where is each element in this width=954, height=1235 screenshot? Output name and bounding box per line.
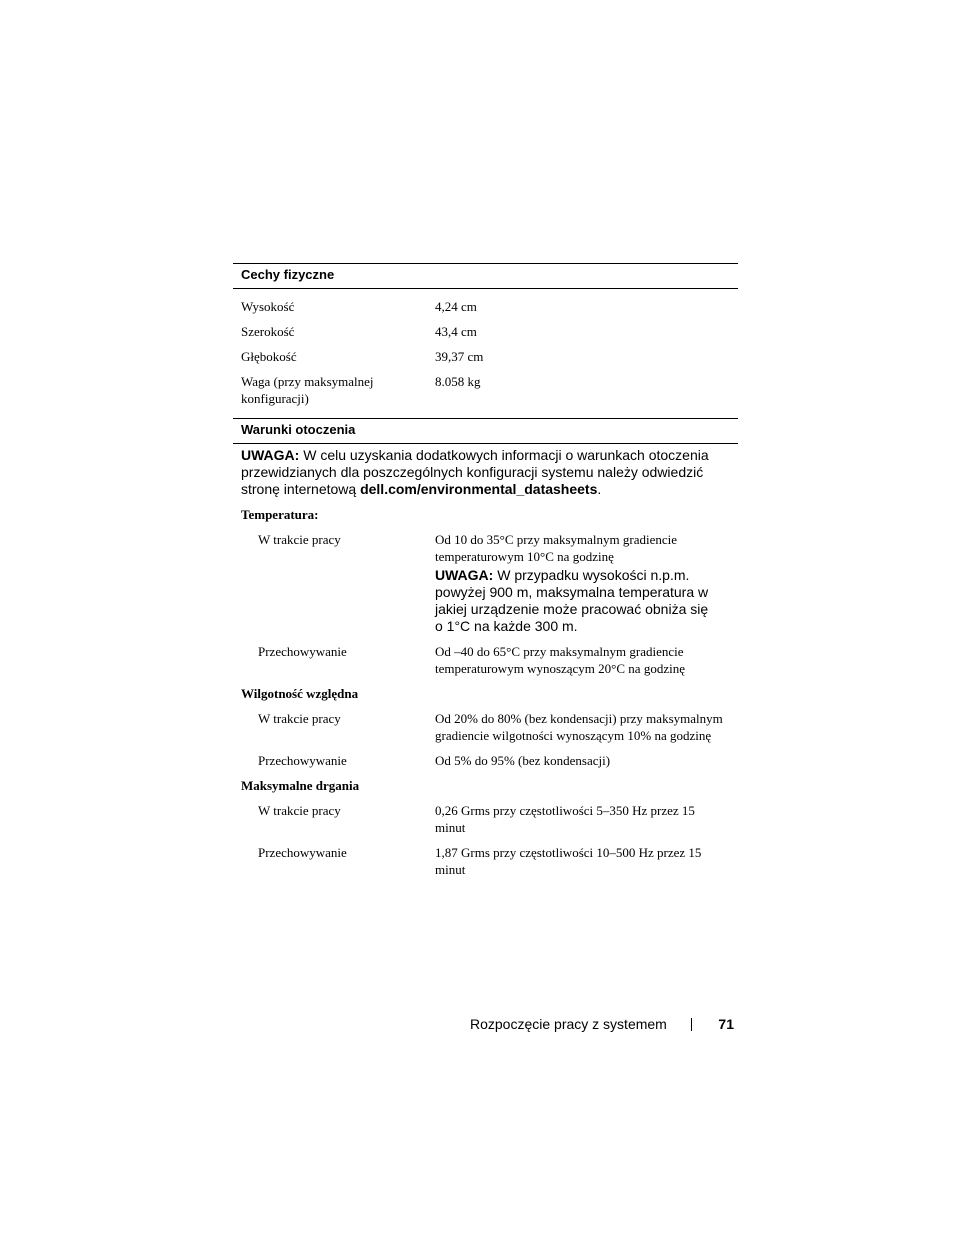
humidity-storage-row	[233, 752, 738, 769]
spec-value: Od 5% do 95% (bez kondensacji)	[435, 753, 611, 768]
note-label: UWAGA:	[241, 447, 300, 463]
spec-value: 4,24 cm	[435, 299, 477, 314]
spec-value: Od 20% do 80% (bez kondensacji) przy maksymalnym gradiencie wilgotności wynoszącym 10% na godzinę	[435, 711, 723, 743]
spec-value: 8.058 kg	[435, 374, 481, 389]
spec-label: Wysokość	[241, 299, 295, 314]
temperature-operating-cell	[435, 531, 738, 635]
spec-value: Od 10 do 35°C przy maksymalnym gradiencie temperaturowym 10°C na godzinę	[435, 532, 678, 564]
temperature-heading: Temperatura:	[241, 507, 319, 522]
spec-value: 1,87 Grms przy częstotliwości 10–500 Hz przez 15 minut	[435, 845, 702, 877]
environment-note	[233, 444, 738, 498]
environment-heading: Warunki otoczenia	[233, 418, 738, 444]
note-end: .	[597, 481, 602, 497]
spec-label: Przechowywanie	[258, 753, 347, 768]
vibration-operating-row	[233, 802, 738, 836]
spec-label: W trakcie pracy	[258, 803, 341, 818]
spec-row-height	[233, 298, 738, 315]
page-footer	[470, 1016, 738, 1036]
humidity-heading: Wilgotność względna	[241, 686, 359, 701]
spec-label: Przechowywanie	[258, 845, 347, 860]
physical-heading: Cechy fizyczne	[233, 263, 738, 289]
spec-label: Waga (przy maksymalnej konfiguracji)	[241, 374, 374, 406]
spec-label: W trakcie pracy	[258, 711, 341, 726]
note-label: UWAGA:	[435, 567, 494, 583]
note-text: W celu uzyskania dodatkowych informacji o warunkach otoczenia przewidzianych dla poszczególnych konfiguracji systemu należy odwiedzić stronę internetową	[241, 447, 709, 497]
humidity-operating-row	[233, 710, 738, 744]
temperature-note	[435, 567, 718, 635]
temperature-operating-row	[233, 531, 738, 635]
spec-label: Przechowywanie	[258, 644, 347, 659]
vibration-storage-row	[233, 844, 738, 878]
datasheet-link[interactable]: dell.com/environmental_datasheets	[360, 481, 598, 497]
note-text: W przypadku wysokości n.p.m. powyżej 900 m, maksymalna temperatura w jakiej urządzenie może pracować obniża się o 1°C na każde 300 m.	[435, 567, 709, 634]
temperature-storage-row	[233, 643, 738, 677]
spec-row-depth	[233, 348, 738, 365]
spec-value: 43,4 cm	[435, 324, 477, 339]
spec-row-weight	[233, 373, 738, 407]
spec-label: W trakcie pracy	[258, 532, 341, 547]
spec-table	[233, 263, 738, 878]
footer-title: Rozpoczęcie pracy z systemem	[470, 1016, 667, 1032]
spec-label: Szerokość	[241, 324, 295, 339]
vibration-heading: Maksymalne drgania	[241, 778, 360, 793]
spec-value: 39,37 cm	[435, 349, 484, 364]
footer-divider	[691, 1018, 692, 1031]
spec-row-width	[233, 323, 738, 340]
page-number: 71	[718, 1016, 734, 1032]
spec-value: 0,26 Grms przy częstotliwości 5–350 Hz przez 15 minut	[435, 803, 695, 835]
spec-label: Głębokość	[241, 349, 297, 364]
spec-value: Od –40 do 65°C przy maksymalnym gradiencie temperaturowym wynoszącym 20°C na godzinę	[435, 644, 685, 676]
